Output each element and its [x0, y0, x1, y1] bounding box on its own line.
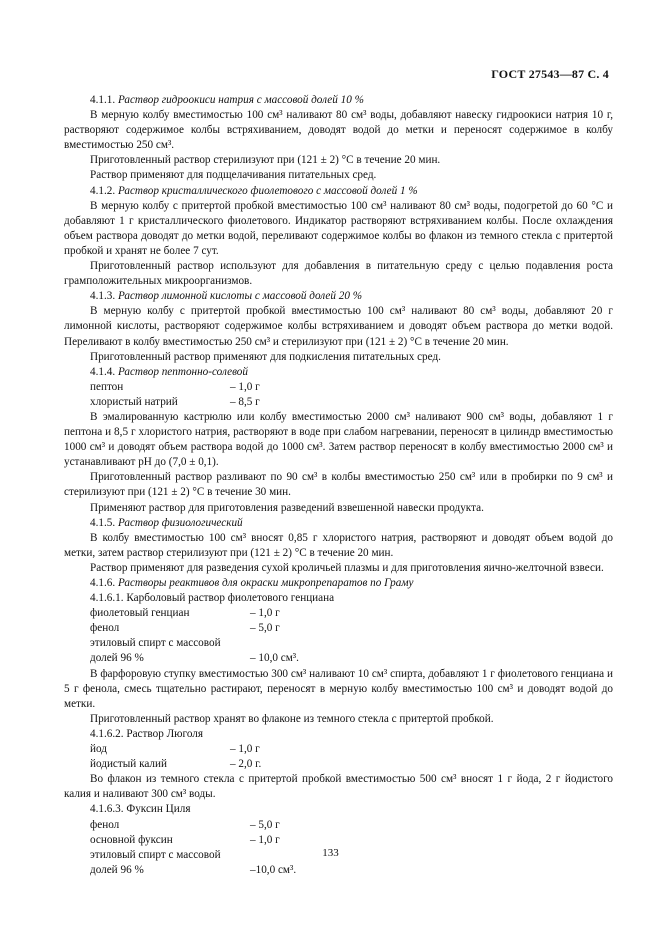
ingredient-name: долей 96 % [90, 652, 144, 665]
paragraph: В мерную колбу с притертой пробкой вместимостью 100 см³ наливают 80 см³ воды, добавляют 20 г лимонной кислоты, растворяют содержимое колбы встряхиванием и доводят объем раствора до метки водой. Переливают в колбу вместимостью 250 см³ и стерилизуют при (121 ± 2) °С в течение 20 мин. [64, 305, 613, 348]
paragraph: Применяют раствор для приготовления разведений взвешенной навески продукта. [90, 501, 484, 514]
section-number: 4.1.4. [90, 365, 116, 378]
page-number: 133 [322, 847, 339, 859]
ingredient-name: йод [90, 743, 107, 756]
ingredient-list [64, 606, 613, 666]
paragraph: В мерную колбу с притертой пробкой вместимостью 100 см³ наливают 80 см³ воды, подогретой до 60 °С и добавляют 1 г кристаллического фиолетового. Индикатор растворяют встряхиванием колбы. После охлаждения объем раствора доводят до метки водой, переливают содержимое колбы во флакон из темного стекла с притертой пробкой и хранят не более 7 сут. [64, 199, 613, 257]
ingredient-amount: – 1,0 г [230, 743, 260, 756]
paragraph: Приготовленный раствор применяют для подкисления питательных сред. [90, 350, 441, 363]
ingredient-amount: – 10,0 см³. [250, 652, 299, 665]
ingredient-list [64, 742, 613, 772]
paragraph: Приготовленный раствор стерилизуют при (121 ± 2) °С в течение 20 мин. [90, 154, 441, 167]
section-heading-4-1-1 [64, 93, 613, 108]
section-title: Растворы реактивов для окраски микропрепаратов по Граму [117, 577, 414, 589]
section-number: 4.1.6. [90, 577, 116, 589]
ingredient-name: долей 96 % [90, 863, 144, 876]
paragraph: Во флакон из темного стекла с притертой пробкой вместимостью 500 см³ вносят 1 г йода, 2 г йодистого калия и наливают 300 см³ воды. [64, 773, 613, 801]
section-number: 4.1.3. [90, 290, 116, 303]
subsection-heading-4-1-6-1: 4.1.6.1. Карболовый раствор фиолетового генциана [90, 592, 335, 605]
paragraph: В мерную колбу вместимостью 100 см³ наливают 80 см³ воды, добавляют навеску гидроокиси натрия 10 г, растворяют содержимое колбы встряхиванием, доводят водой до метки и переносят содержимое в колбу вместимостью 250 см³. [64, 109, 613, 152]
paragraph: Приготовленный раствор используют для добавления в питательную среду с целью подавления роста грамположительных микроорганизмов. [64, 260, 613, 288]
section-heading-4-1-3 [64, 289, 613, 304]
paragraph: Раствор применяют для подщелачивания питательных сред. [90, 169, 377, 182]
ingredient-name: йодистый калий [90, 758, 167, 771]
ingredient-amount: – 8,5 г [230, 395, 260, 408]
ingredient-name: фиолетовый генциан [90, 607, 190, 620]
section-number: 4.1.2. [90, 184, 116, 197]
section-heading-4-1-4 [64, 365, 613, 380]
subsection-heading-4-1-6-2: 4.1.6.2. Раствор Люголя [90, 727, 204, 740]
section-title: Раствор пептонно-солевой [117, 365, 248, 378]
ingredient-name: хлористый натрий [90, 395, 178, 408]
section-title: Раствор кристаллического фиолетового с массовой долей 1 % [117, 184, 418, 197]
ingredient-amount: – 5,0 г [250, 622, 280, 635]
paragraph: В колбу вместимостью 100 см³ вносят 0,85 г хлористого натрия, растворяют и доводят объем водой до метки, затем раствор стерилизуют при (121 ± 2) °С в течение 20 мин. [64, 531, 613, 559]
ingredient-amount [250, 636, 613, 651]
ingredient-name: пептон [90, 380, 124, 393]
ingredient-name: этиловый спирт с массовой [90, 637, 221, 650]
paragraph: Раствор применяют для разведения сухой кроличьей плазмы и для приготовления яично-желточной взвеси. [90, 561, 604, 574]
ingredient-amount: – 2,0 г. [230, 758, 262, 771]
section-number: 4.1.1. [90, 94, 116, 106]
subsection-heading-4-1-6-3: 4.1.6.3. Фуксин Циля [90, 803, 191, 816]
ingredient-amount: – 1,0 г [230, 380, 260, 393]
section-title: Раствор физиологический [117, 516, 243, 529]
ingredient-amount: – 1,0 г [250, 833, 280, 846]
section-heading-4-1-2 [64, 184, 613, 199]
paragraph: В фарфоровую ступку вместимостью 300 см³ наливают 10 см³ спирта, добавляют 1 г фиолетового генциана и 5 г фенола, смесь тщательно растирают, переносят в мерную колбу вместимостью 100 см³ и доводят водой до метки. [64, 667, 613, 710]
paragraph: В эмалированную кастрюлю или колбу вместимостью 2000 см³ наливают 900 см³ воды, добавляют 1 г пептона и 8,5 г хлористого натрия, растворяют в воде при слабом нагревании, переносят в цилиндр вместимостью 1000 см³ и доводят объем раствора водой до 1000 см³. Затем раствор переносят в колбу вместимостью 2000 см³ и устанавливают рН до (7,0 ± 0,1). [64, 410, 613, 469]
paragraph: Приготовленный раствор разливают по 90 см³ в колбы вместимостью 250 см³ или в пробирки по 9 см³ и стерилизуют при (121 ± 2) °С в течение 30 мин. [64, 471, 613, 499]
running-header: ГОСТ 27543—87 С. 4 [491, 67, 609, 81]
section-title: Раствор гидроокиси натрия с массовой долей 10 % [117, 94, 364, 106]
ingredient-name: этиловый спирт с массовой [90, 848, 221, 861]
section-heading-4-1-6 [64, 576, 613, 591]
document-body [64, 93, 613, 878]
ingredient-list [64, 380, 613, 410]
paragraph: Приготовленный раствор хранят во флаконе из темного стекла с притертой пробкой. [90, 712, 494, 725]
ingredient-name: фенол [90, 622, 120, 635]
section-heading-4-1-5 [64, 516, 613, 531]
ingredient-amount: – 1,0 г [250, 607, 280, 620]
ingredient-amount: –10,0 см³. [250, 863, 297, 876]
section-title: Раствор лимонной кислоты с массовой долей 20 % [117, 290, 363, 303]
ingredient-name: основной фуксин [90, 833, 173, 846]
ingredient-name: фенол [90, 818, 120, 831]
ingredient-amount: – 5,0 г [250, 818, 280, 831]
section-number: 4.1.5. [90, 516, 116, 529]
